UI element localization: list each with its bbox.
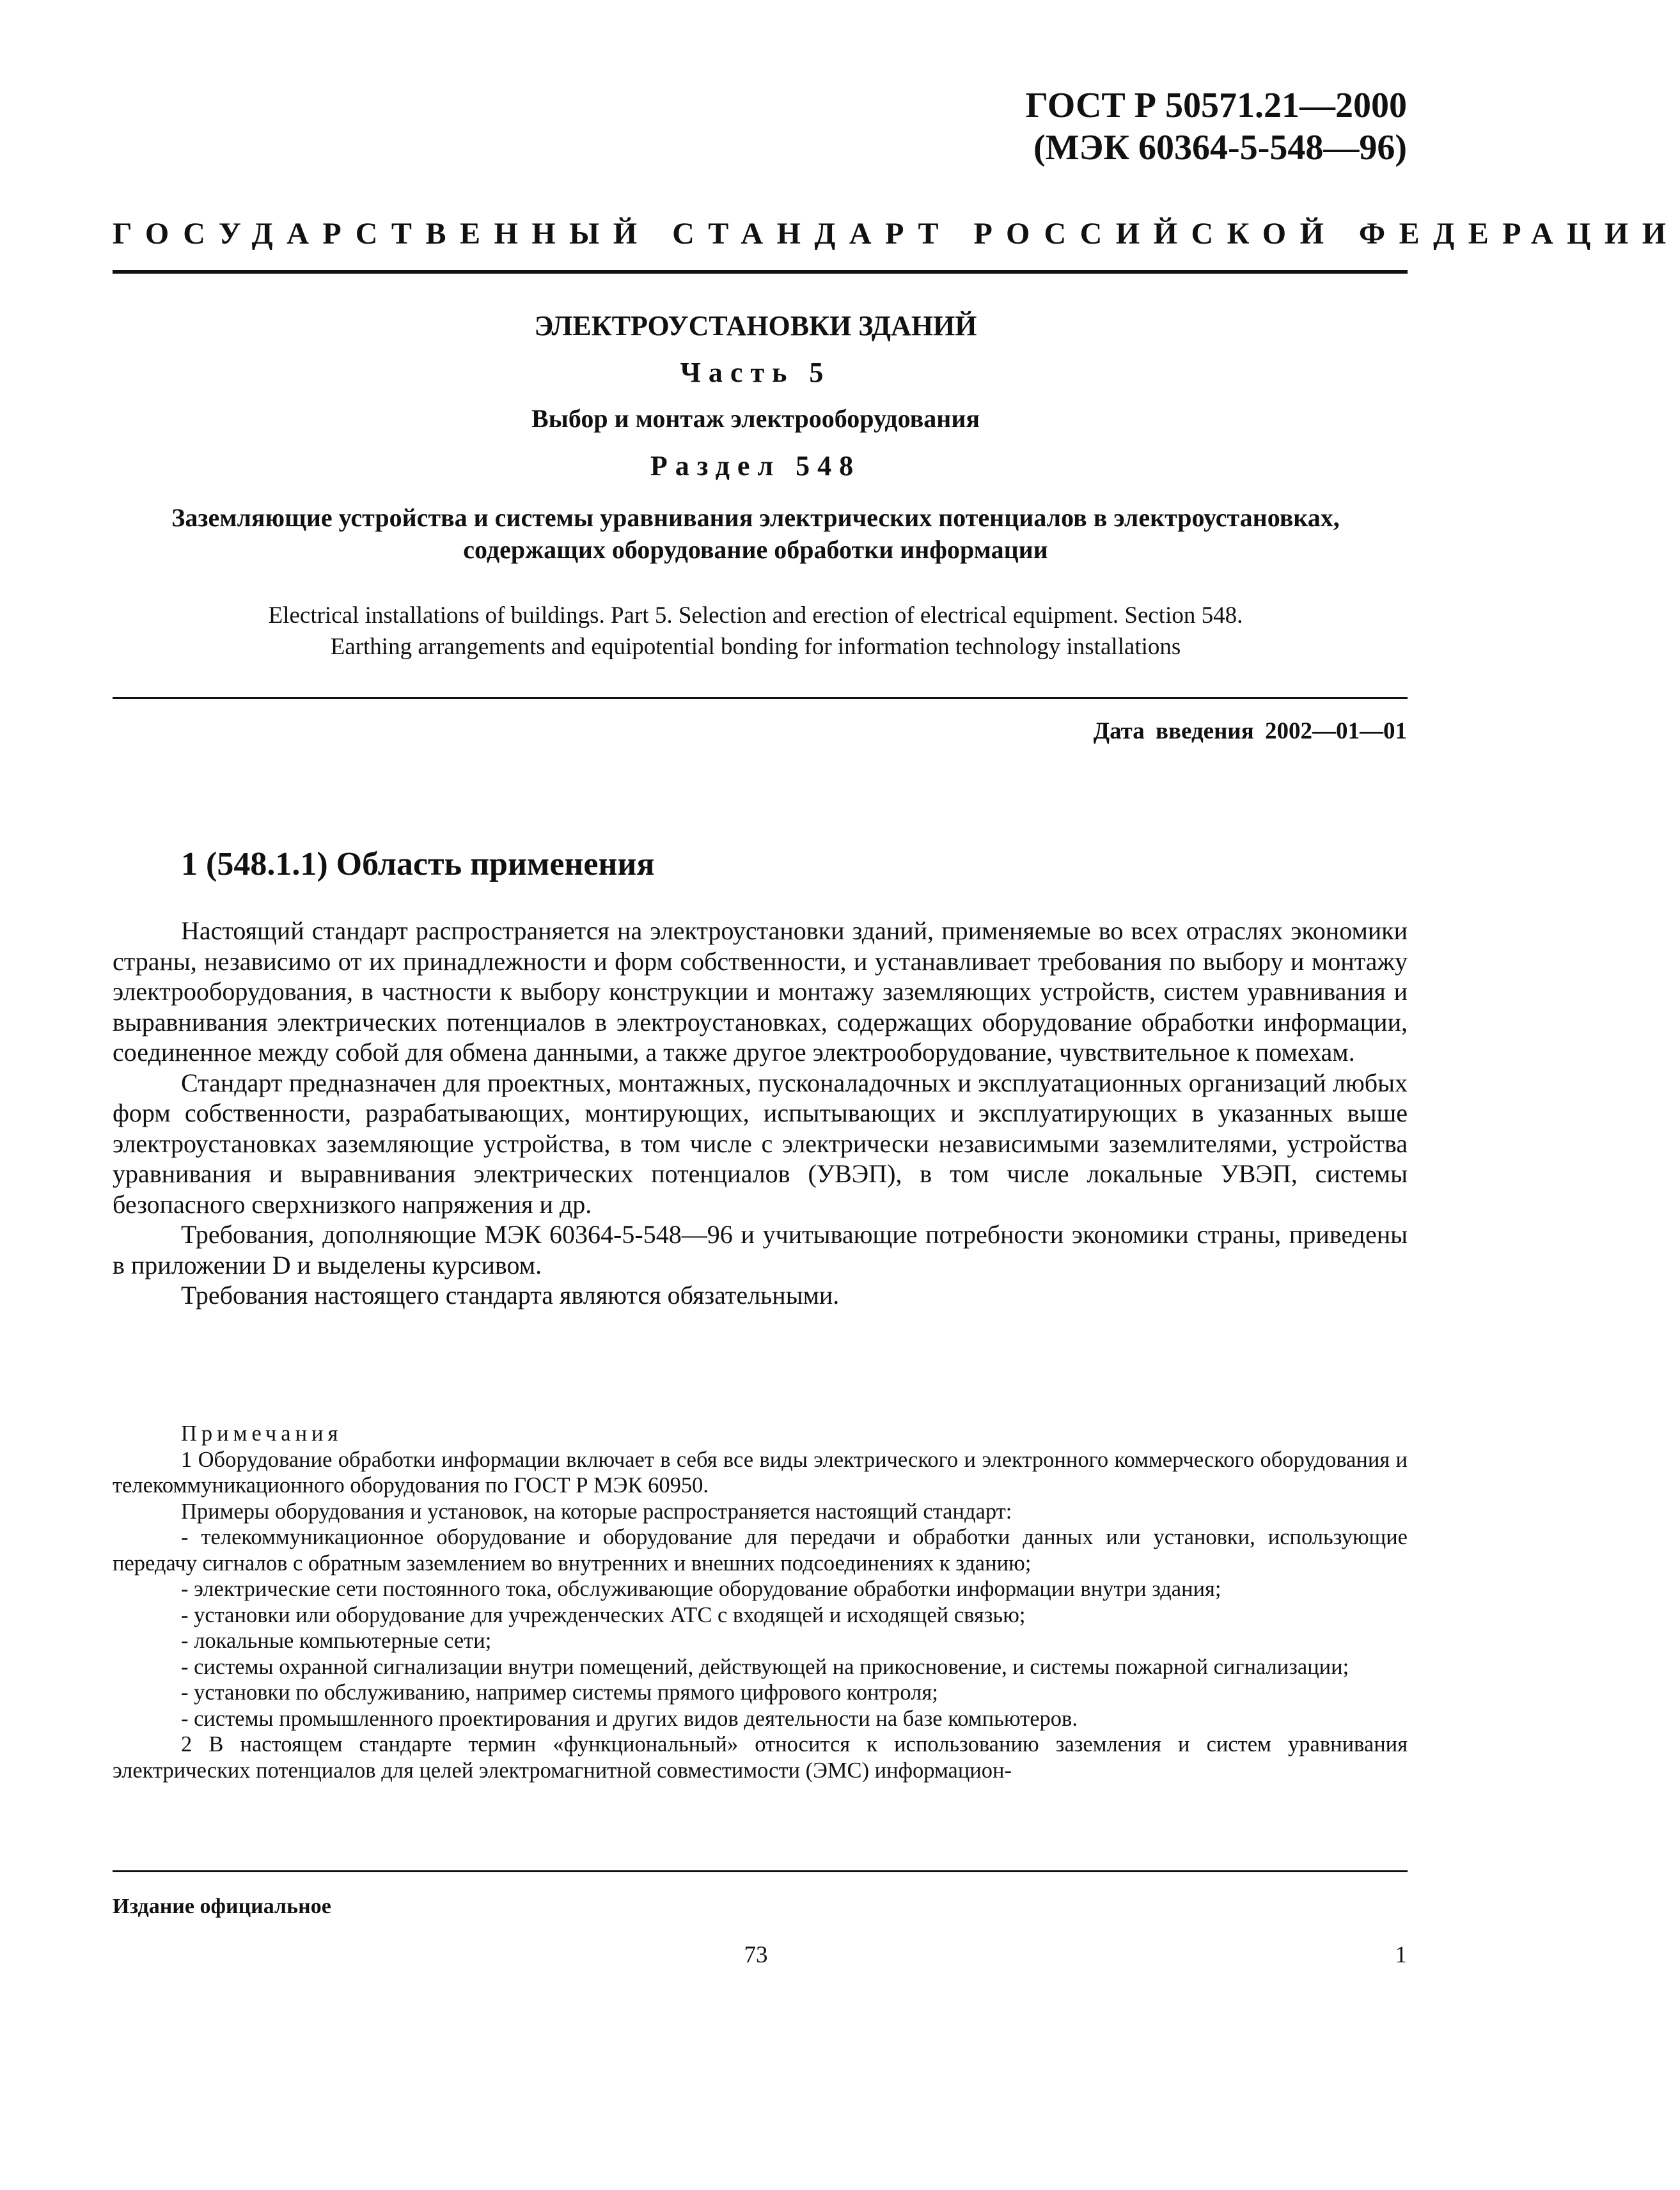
english-title-line2: Earthing arrangements and equipotential bonding for information technology installations: [330, 634, 1181, 660]
list-item: - системы промышленного проектирования и других видов деятельности на базе компьютеров.: [181, 1706, 1078, 1731]
paragraph: Настоящий стандарт распространяется на электроустановки зданий, применяемые во всех отраслях экономики страны, независимо от их принадлежности и форм собственности, и устанавливает требования по выбору и монтажу электрооборудования, в частности к выбору конструкции и монтажу заземляющих устройств, систем уравнивания и выравнивания электрических потенциалов в электроустановках, содержащих оборудование обработки информации, соединенное между собой для обмена данными, а также другое электрооборудование, чувствительное к помехам.: [113, 916, 1408, 1067]
paragraph: Требования, дополняющие МЭК 60364-5-548—96 и учитывающие потребности экономики страны, приведены в приложении D и выделены курсивом.: [113, 1220, 1408, 1279]
list-item: - электрические сети постоянного тока, обслуживающие оборудование обработки информации внутри здания;: [181, 1577, 1221, 1601]
part-label: Часть 5: [680, 357, 831, 388]
notes-block: [113, 1421, 1408, 1783]
list-item: - установки или оборудование для учрежденческих АТС с входящей и исходящей связью;: [181, 1602, 1026, 1627]
edition-label: Издание официальное: [113, 1895, 331, 1918]
paragraph: Стандарт предназначен для проектных, монтажных, пусконаладочных и эксплуатационных организаций любых форм собственности, разрабатывающих, монтирующих, испытывающих и эксплуатирующих в указанных выше электроустановках заземляющие устройства, в том числе с электрически независимыми заземлителями, устройства уравнивания и выравнивания электрических потенциалов (УВЭП), в том числе локальные УВЭП, системы безопасного сверхнизкого напряжения и др.: [113, 1068, 1408, 1219]
iec-code: (МЭК 60364-5-548—96): [1033, 128, 1407, 168]
state-standard-banner: ГОСУДАРСТВЕННЫЙ СТАНДАРТ РОССИЙСКОЙ ФЕДЕРАЦИИ: [113, 217, 1680, 251]
list-item: - установки по обслуживанию, например системы прямого цифрового контроля;: [181, 1680, 938, 1705]
list-item: - телекоммуникационное оборудование и оборудование для передачи и обработки данных или установки, использующие передачу сигналов с обратным заземлением во внутренних и внешних подсоединениях к зданию;: [113, 1525, 1408, 1576]
examples-intro: Примеры оборудования и установок, на которые распространяется настоящий стандарт:: [181, 1499, 1012, 1524]
list-item: - системы охранной сигнализации внутри помещений, действующей на прикосновение, и системы пожарной сигнализации;: [181, 1654, 1349, 1679]
section-title-line2: содержащих оборудование обработки информации: [463, 535, 1048, 564]
date-of-introduction: Дата введения 2002—01—01: [1093, 718, 1407, 744]
note-1: 1 Оборудование обработки информации включает в себя все виды электрического и электронного коммерческого оборудования и телекоммуникационного оборудования по ГОСТ Р МЭК 60950.: [113, 1447, 1408, 1498]
gost-code: ГОСТ Р 50571.21—2000: [1025, 86, 1407, 125]
section-label: Раздел 548: [650, 450, 861, 481]
paragraph: Требования настоящего стандарта являются обязательными.: [181, 1281, 840, 1310]
english-title-line1: Electrical installations of buildings. Part 5. Selection and erection of electrical equipment. Section 548.: [268, 602, 1243, 629]
section1-body: [113, 916, 1408, 1311]
document-code: [1026, 84, 1407, 169]
notes-heading: Примечания: [181, 1421, 343, 1446]
note-2: 2 В настоящем стандарте термин «функциональный» относится к использованию заземления и систем уравнивания электрических потенциалов для целей электромагнитной совместимости (ЭМС) информацион-: [113, 1732, 1408, 1783]
section1-heading: 1 (548.1.1) Область применения: [181, 846, 655, 882]
page-number-right: 1: [1395, 1942, 1407, 1968]
part-title: Выбор и монтаж электрооборудования: [531, 404, 980, 433]
page-number-center: 73: [744, 1942, 768, 1968]
section-title-line1: Заземляющие устройства и системы уравнивания электрических потенциалов в электроустановках,: [171, 503, 1340, 532]
english-title: [76, 600, 1435, 662]
header-rule: [113, 270, 1408, 274]
title-rule: [113, 697, 1408, 699]
list-item: - локальные компьютерные сети;: [181, 1629, 492, 1653]
main-title: ЭЛЕКТРОУСТАНОВКИ ЗДАНИЙ: [534, 310, 977, 341]
footer-rule: [113, 1870, 1408, 1872]
section-title: [76, 502, 1435, 566]
